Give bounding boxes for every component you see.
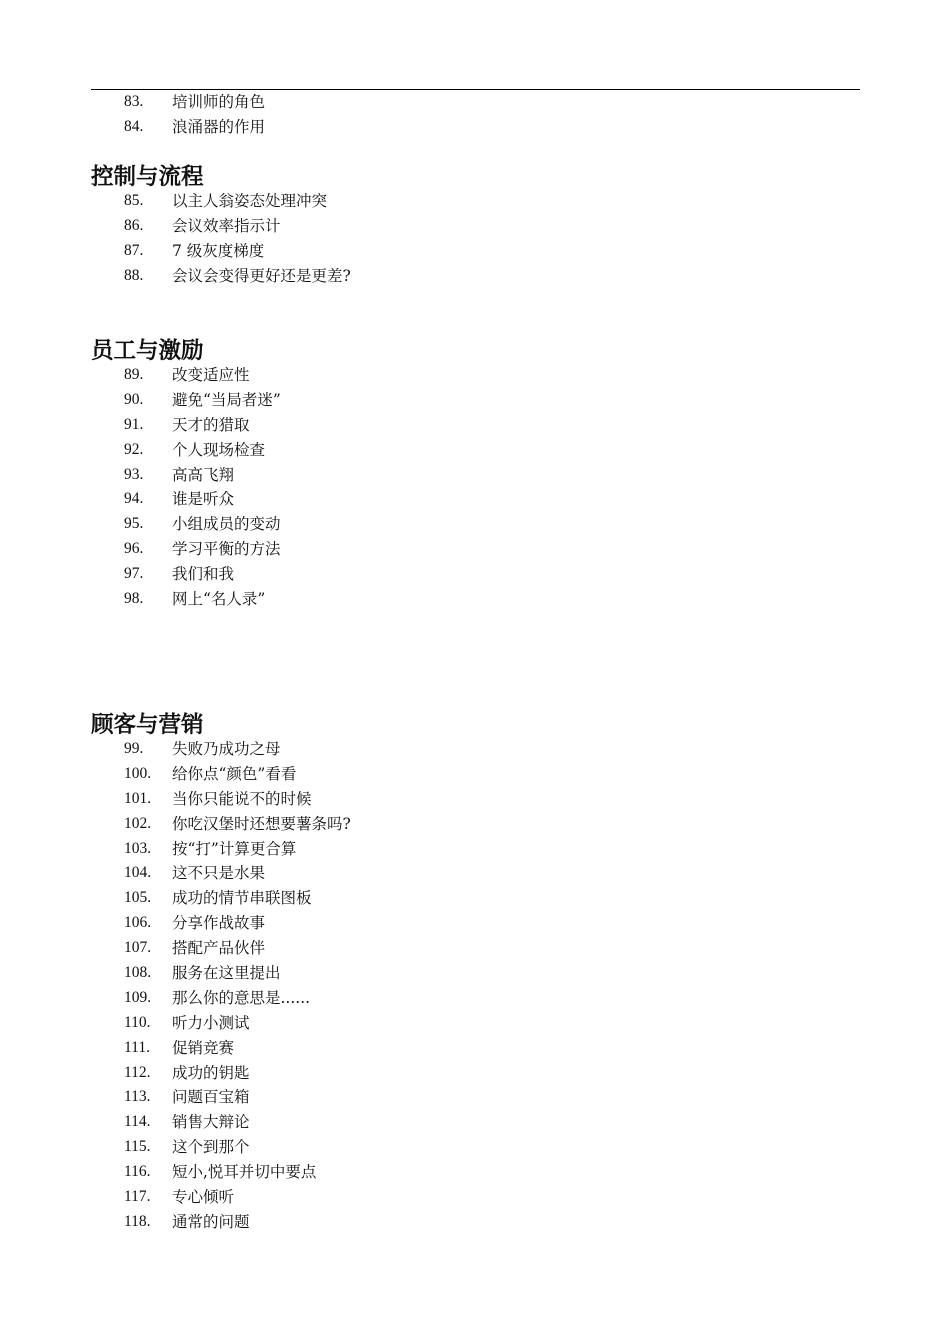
item-number: 102.: [124, 814, 152, 832]
item-text: 听力小测试: [172, 1013, 250, 1032]
item-text: 成功的情节串联图板: [172, 889, 312, 908]
item-number: 110.: [124, 1013, 151, 1031]
section-heading-staff: 员工与激励: [91, 338, 204, 364]
item-text: 分享作战故事: [172, 914, 266, 933]
item-number: 100.: [124, 764, 152, 782]
item-number: 89.: [124, 366, 144, 383]
item-text: 培训师的角色: [172, 93, 266, 111]
item-number: 88.: [124, 266, 144, 284]
item-number: 106.: [124, 914, 152, 932]
item-text: 成功的钥匙: [172, 1063, 250, 1082]
item-text: 谁是听众: [172, 490, 235, 509]
item-text: 会议会变得更好还是更差?: [172, 266, 351, 285]
item-number: 94.: [124, 490, 144, 508]
item-text: 这不只是水果: [172, 864, 266, 883]
item-text: 会议效率指示计: [172, 216, 281, 235]
item-number: 107.: [124, 939, 152, 957]
item-text: 高高飞翔: [172, 465, 235, 484]
item-number: 85.: [124, 192, 144, 209]
item-text: 小组成员的变动: [172, 515, 281, 534]
section-heading-customers: 顾客与营销: [91, 712, 204, 738]
item-number: 86.: [124, 216, 144, 234]
item-text: 浪涌器的作用: [172, 117, 266, 136]
item-text: 我们和我: [172, 565, 235, 584]
item-number: 84.: [124, 117, 144, 135]
item-text: 改变适应性: [172, 366, 250, 384]
item-text: 当你只能说不的时候: [172, 789, 312, 808]
item-text: 服务在这里提出: [172, 964, 281, 983]
item-number: 118.: [124, 1212, 151, 1230]
item-text: 天才的猎取: [172, 415, 250, 434]
item-text: 促销竞赛: [172, 1038, 235, 1057]
item-number: 114.: [124, 1113, 151, 1131]
item-number: 109.: [124, 988, 152, 1006]
item-number: 92.: [124, 440, 144, 458]
item-number: 113.: [124, 1088, 151, 1106]
item-number: 108.: [124, 964, 152, 982]
item-number: 103.: [124, 839, 152, 857]
item-text: 个人现场检查: [172, 440, 266, 459]
item-text: 短小,悦耳并切中要点: [172, 1163, 317, 1182]
item-number: 101.: [124, 789, 152, 807]
item-text: 按“打”计算更合算: [172, 839, 297, 858]
item-number: 90.: [124, 390, 144, 408]
item-text: 避免“当局者迷”: [172, 390, 281, 409]
item-number: 83.: [124, 93, 144, 110]
item-text: 这个到那个: [172, 1138, 250, 1157]
item-text: 通常的问题: [172, 1212, 250, 1231]
item-number: 111.: [124, 1038, 150, 1056]
item-text: 专心倾听: [172, 1188, 235, 1207]
item-text: 搭配产品伙伴: [172, 939, 266, 958]
item-number: 99.: [124, 740, 144, 757]
item-number: 87.: [124, 241, 144, 259]
item-number: 117.: [124, 1188, 151, 1206]
item-number: 96.: [124, 540, 144, 558]
item-text: 销售大辩论: [172, 1113, 250, 1132]
item-text: 学习平衡的方法: [172, 540, 281, 559]
item-text: 那么你的意思是......: [172, 988, 311, 1007]
item-text: 你吃汉堡时还想要薯条吗?: [172, 814, 351, 833]
section-heading-control: 控制与流程: [91, 164, 204, 190]
item-text: 7 级灰度梯度: [172, 241, 265, 260]
item-text: 问题百宝箱: [172, 1088, 250, 1107]
item-number: 104.: [124, 864, 152, 882]
item-number: 98.: [124, 590, 144, 608]
item-number: 116.: [124, 1163, 151, 1181]
item-number: 112.: [124, 1063, 151, 1081]
item-text: 网上“名人录”: [172, 590, 266, 609]
item-number: 105.: [124, 889, 152, 907]
item-number: 115.: [124, 1138, 151, 1156]
item-text: 以主人翁姿态处理冲突: [172, 192, 328, 210]
item-number: 97.: [124, 565, 144, 583]
item-text: 失败乃成功之母: [172, 740, 281, 758]
item-number: 93.: [124, 465, 144, 483]
item-text: 给你点“颜色”看看: [172, 764, 297, 783]
item-number: 91.: [124, 415, 144, 433]
item-number: 95.: [124, 515, 144, 533]
